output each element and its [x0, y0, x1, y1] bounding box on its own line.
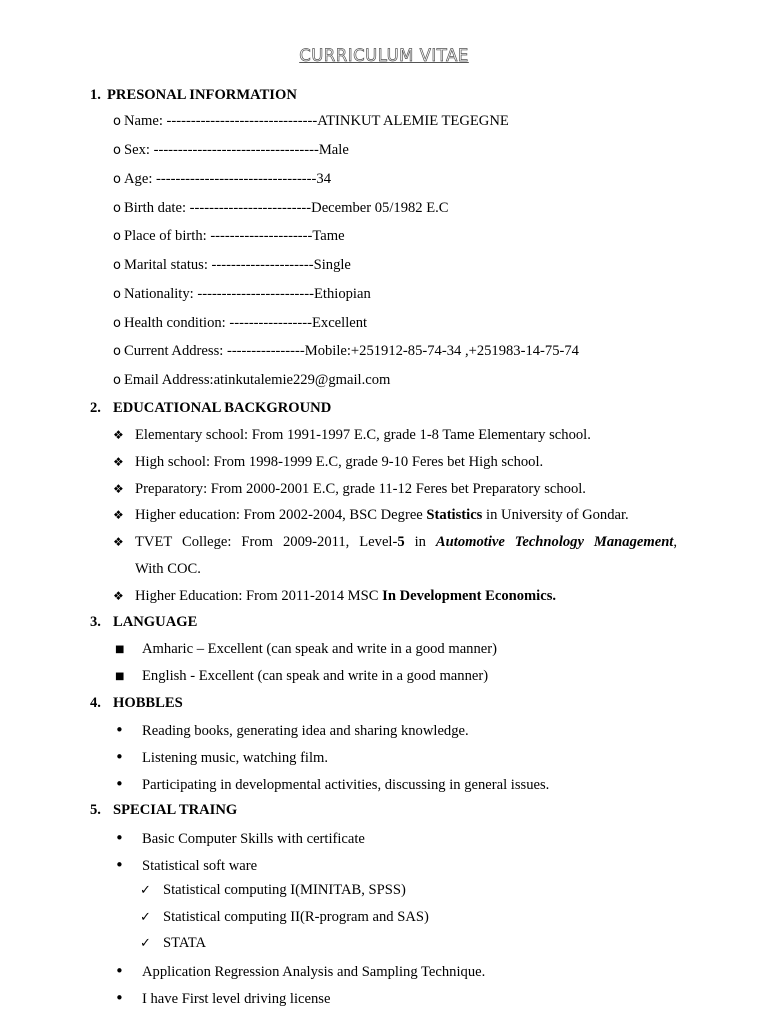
four-diamond-icon: ❖ [113, 482, 124, 496]
list-item: • Reading books, generating idea and sharing knowledge. [115, 721, 469, 739]
list-item: o Sex: ----------------------------------Male [113, 142, 349, 158]
dot-icon: • [115, 748, 124, 766]
section-title: LANGUAGE [113, 614, 198, 630]
section-title: SPECIAL TRAING [113, 802, 238, 818]
list-item: ❖ Elementary school: From 1991-1997 E.C, grade 1-8 Tame Elementary school. [113, 427, 591, 443]
section-hobbies-heading [90, 695, 183, 712]
circle-outline-icon: o [113, 287, 121, 302]
checkmark-icon: ✓ [140, 883, 151, 898]
list-item: • Listening music, watching film. [115, 748, 329, 766]
square-icon: ■ [115, 671, 125, 682]
circle-outline-icon: o [113, 201, 121, 216]
four-diamond-icon: ❖ [113, 455, 124, 469]
sub-list-item: ✓ Statistical computing I(MINITAB, SPSS) [140, 882, 406, 898]
dot-icon: • [115, 775, 124, 793]
list-item: ❖ Higher education: From 2002-2004, BSC Degree Statistics in University of Gondar. [113, 507, 629, 523]
list-item: o Marital status: ---------------------Single [113, 257, 351, 273]
tvet-line-2: With COC. [135, 561, 201, 577]
circle-outline-icon: o [113, 373, 121, 388]
section-title: HOBBLES [113, 695, 183, 711]
list-item: o Birth date: -------------------------December 05/1982 E.C [113, 200, 449, 216]
circle-outline-icon: o [113, 172, 121, 187]
list-item: • Basic Computer Skills with certificate [115, 829, 365, 847]
four-diamond-icon: ❖ [113, 428, 124, 442]
sub-list-item: ✓ Statistical computing II(R-program and SAS) [140, 909, 429, 925]
section-language-heading [90, 614, 197, 631]
page-title: CURRICULUM VITAE [299, 46, 469, 65]
list-item: ❖ Higher Education: From 2011-2014 MSC In Development Economics. [113, 588, 557, 604]
tvet-line: TVET College: From 2009-2011, Level-5 in Automotive Technology Management, [135, 534, 678, 550]
section-title: EDUCATIONAL BACKGROUND [113, 400, 332, 416]
dot-icon: • [115, 856, 124, 874]
four-diamond-icon: ❖ [113, 589, 124, 603]
dot-icon: • [115, 989, 124, 1007]
list-item: • Participating in developmental activities, discussing in general issues. [115, 775, 550, 793]
list-item: ■ Amharic – Excellent (can speak and write in a good manner) [115, 641, 497, 657]
list-item: • Statistical soft ware [115, 856, 258, 874]
checkmark-icon: ✓ [140, 910, 151, 925]
circle-outline-icon: o [113, 114, 121, 129]
section-education-heading [90, 400, 331, 417]
circle-outline-icon: o [113, 258, 121, 273]
circle-outline-icon: o [113, 316, 121, 331]
list-item: ❖ Preparatory: From 2000-2001 E.C, grade 11-12 Feres bet Preparatory school. [113, 481, 586, 497]
list-item [113, 534, 135, 551]
dot-icon: • [115, 962, 124, 980]
list-item: o Email Address:atinkutalemie229@gmail.com [113, 372, 391, 388]
list-item: • Application Regression Analysis and Sampling Technique. [115, 962, 486, 980]
list-item: o Age: ---------------------------------34 [113, 171, 331, 187]
list-item: o Health condition: -----------------Excellent [113, 315, 368, 331]
dot-icon: • [115, 829, 124, 847]
sub-list-item: ✓ STATA [140, 935, 207, 951]
checkmark-icon: ✓ [140, 936, 151, 951]
circle-outline-icon: o [113, 229, 121, 244]
section-number: 5. [90, 802, 101, 818]
section-personal-heading [90, 87, 297, 104]
section-number: 4. [90, 695, 101, 711]
list-item: ❖ High school: From 1998-1999 E.C, grade 9-10 Feres bet High school. [113, 454, 544, 470]
list-item: o Current Address: ----------------Mobile:+251912-85-74-34 ,+251983-14-75-74 [113, 343, 579, 359]
circle-outline-icon: o [113, 143, 121, 158]
dot-icon: • [115, 721, 124, 739]
section-number: 3. [90, 614, 101, 630]
section-training-heading [90, 802, 237, 819]
list-item: o Nationality: ------------------------Ethiopian [113, 286, 371, 302]
circle-outline-icon: o [113, 344, 121, 359]
list-item: o Name: -------------------------------ATINKUT ALEMIE TEGEGNE [113, 113, 509, 129]
square-icon: ■ [115, 644, 125, 655]
four-diamond-icon: ❖ [113, 508, 124, 522]
list-item: • I have First level driving license [115, 989, 331, 1007]
four-diamond-icon: ❖ [113, 535, 124, 549]
list-item: ■ English - Excellent (can speak and write in a good manner) [115, 668, 489, 684]
section-number: 2. [90, 400, 101, 416]
section-number: 1. [90, 87, 101, 103]
section-title: PRESONAL INFORMATION [107, 87, 297, 103]
list-item: o Place of birth: ---------------------Tame [113, 228, 345, 244]
